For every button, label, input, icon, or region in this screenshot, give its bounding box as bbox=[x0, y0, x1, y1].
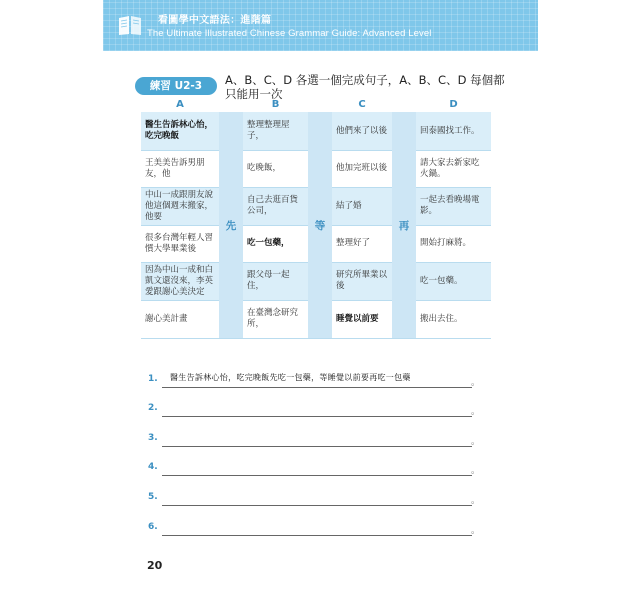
connector-xian: 先 bbox=[219, 112, 243, 338]
cell-c-6: 睡覺以前要 bbox=[336, 313, 379, 324]
answer-row-6 bbox=[148, 520, 488, 536]
answer-line[interactable] bbox=[162, 416, 472, 417]
answer-line[interactable] bbox=[162, 535, 472, 536]
answer-number: 3. bbox=[148, 433, 158, 443]
answer-number: 1. bbox=[148, 374, 158, 384]
answer-period: 。 bbox=[470, 526, 480, 536]
row-divider bbox=[141, 338, 491, 339]
exercise-badge: 練習 U2-3 bbox=[135, 77, 217, 95]
cell-b-2: 吃晚飯， bbox=[247, 163, 282, 173]
cell-c-4: 整理好了 bbox=[336, 238, 371, 248]
cell-b-3: 自己去逛百貨公司， bbox=[247, 195, 299, 216]
page-number: 20 bbox=[147, 559, 163, 572]
exercise-instruction: A、B、C、D 各選一個完成句子，A、B、C、D 每個都只能用一次 bbox=[225, 73, 505, 101]
column-header-b: B bbox=[271, 99, 280, 110]
cell-d-2: 請大家去新家吃火鍋。 bbox=[420, 157, 480, 179]
connector-zai: 再 bbox=[392, 112, 416, 338]
answer-line[interactable] bbox=[162, 505, 472, 506]
cell-d-1: 回泰國找工作。 bbox=[420, 125, 480, 136]
cell-a-5: 因為中山一成和白凱文還沒來，李英愛跟謝心美決定 bbox=[145, 264, 214, 297]
cell-b-4: 吃一包藥， bbox=[247, 238, 290, 248]
book-title-zh: 看圖學中文語法：進階篇 bbox=[158, 15, 272, 26]
answer-line[interactable] bbox=[162, 446, 472, 447]
book-icon bbox=[117, 13, 143, 37]
book-title-en: The Ultimate Illustrated Chinese Grammar Guide: Advanced Level bbox=[147, 28, 432, 39]
answer-period: 。 bbox=[470, 437, 480, 447]
cell-a-4: 很多台灣年輕人習慣大學畢業後 bbox=[145, 232, 214, 254]
cell-b-1: 整理整理屋子， bbox=[247, 120, 290, 141]
header-banner bbox=[103, 0, 538, 51]
cell-c-5: 研究所畢業以後 bbox=[336, 270, 388, 291]
answer-line[interactable] bbox=[162, 387, 472, 388]
answer-number: 5. bbox=[148, 492, 158, 502]
answer-text: 醫生告訴林心怡，吃完晚飯先吃一包藥，等睡覺以前要再吃一包藥 bbox=[170, 373, 411, 382]
answer-period: 。 bbox=[470, 496, 480, 506]
column-header-c: C bbox=[358, 99, 366, 110]
cell-c-3: 結了婚 bbox=[336, 200, 362, 211]
cell-d-6: 搬出去住。 bbox=[420, 313, 463, 324]
answer-line[interactable] bbox=[162, 475, 472, 476]
column-header-a: A bbox=[176, 99, 184, 110]
cell-b-5: 跟父母一起住， bbox=[247, 270, 290, 291]
cell-a-2: 王美美告訴男朋友，他 bbox=[145, 157, 205, 179]
cell-a-6: 謝心美計畫 bbox=[145, 313, 188, 324]
answer-period: 。 bbox=[470, 466, 480, 476]
column-header-d: D bbox=[449, 99, 458, 110]
cell-b-6: 在臺灣念研究所， bbox=[247, 308, 299, 329]
answer-number: 4. bbox=[148, 462, 158, 472]
cell-d-4: 開始打麻將。 bbox=[420, 238, 472, 248]
answer-number: 2. bbox=[148, 403, 158, 413]
cell-c-2: 他加完班以後 bbox=[336, 163, 388, 173]
answer-row-5 bbox=[148, 490, 488, 506]
cell-a-3: 中山一成跟朋友說他這個週末搬家，他要 bbox=[145, 189, 214, 222]
cell-c-1: 他們來了以後 bbox=[336, 125, 388, 136]
answer-row-2 bbox=[148, 401, 488, 417]
answer-row-4 bbox=[148, 460, 488, 476]
cell-d-3: 一起去看晚場電影。 bbox=[420, 195, 480, 216]
answer-period: 。 bbox=[470, 378, 480, 388]
cell-a-1: 醫生告訴林心怡，吃完晚飯 bbox=[145, 120, 214, 141]
connector-deng: 等 bbox=[308, 112, 332, 338]
answer-number: 6. bbox=[148, 522, 158, 532]
cell-d-5: 吃一包藥。 bbox=[420, 275, 463, 286]
answer-row-1 bbox=[148, 372, 488, 388]
answer-row-3 bbox=[148, 431, 488, 447]
answer-period: 。 bbox=[470, 407, 480, 417]
